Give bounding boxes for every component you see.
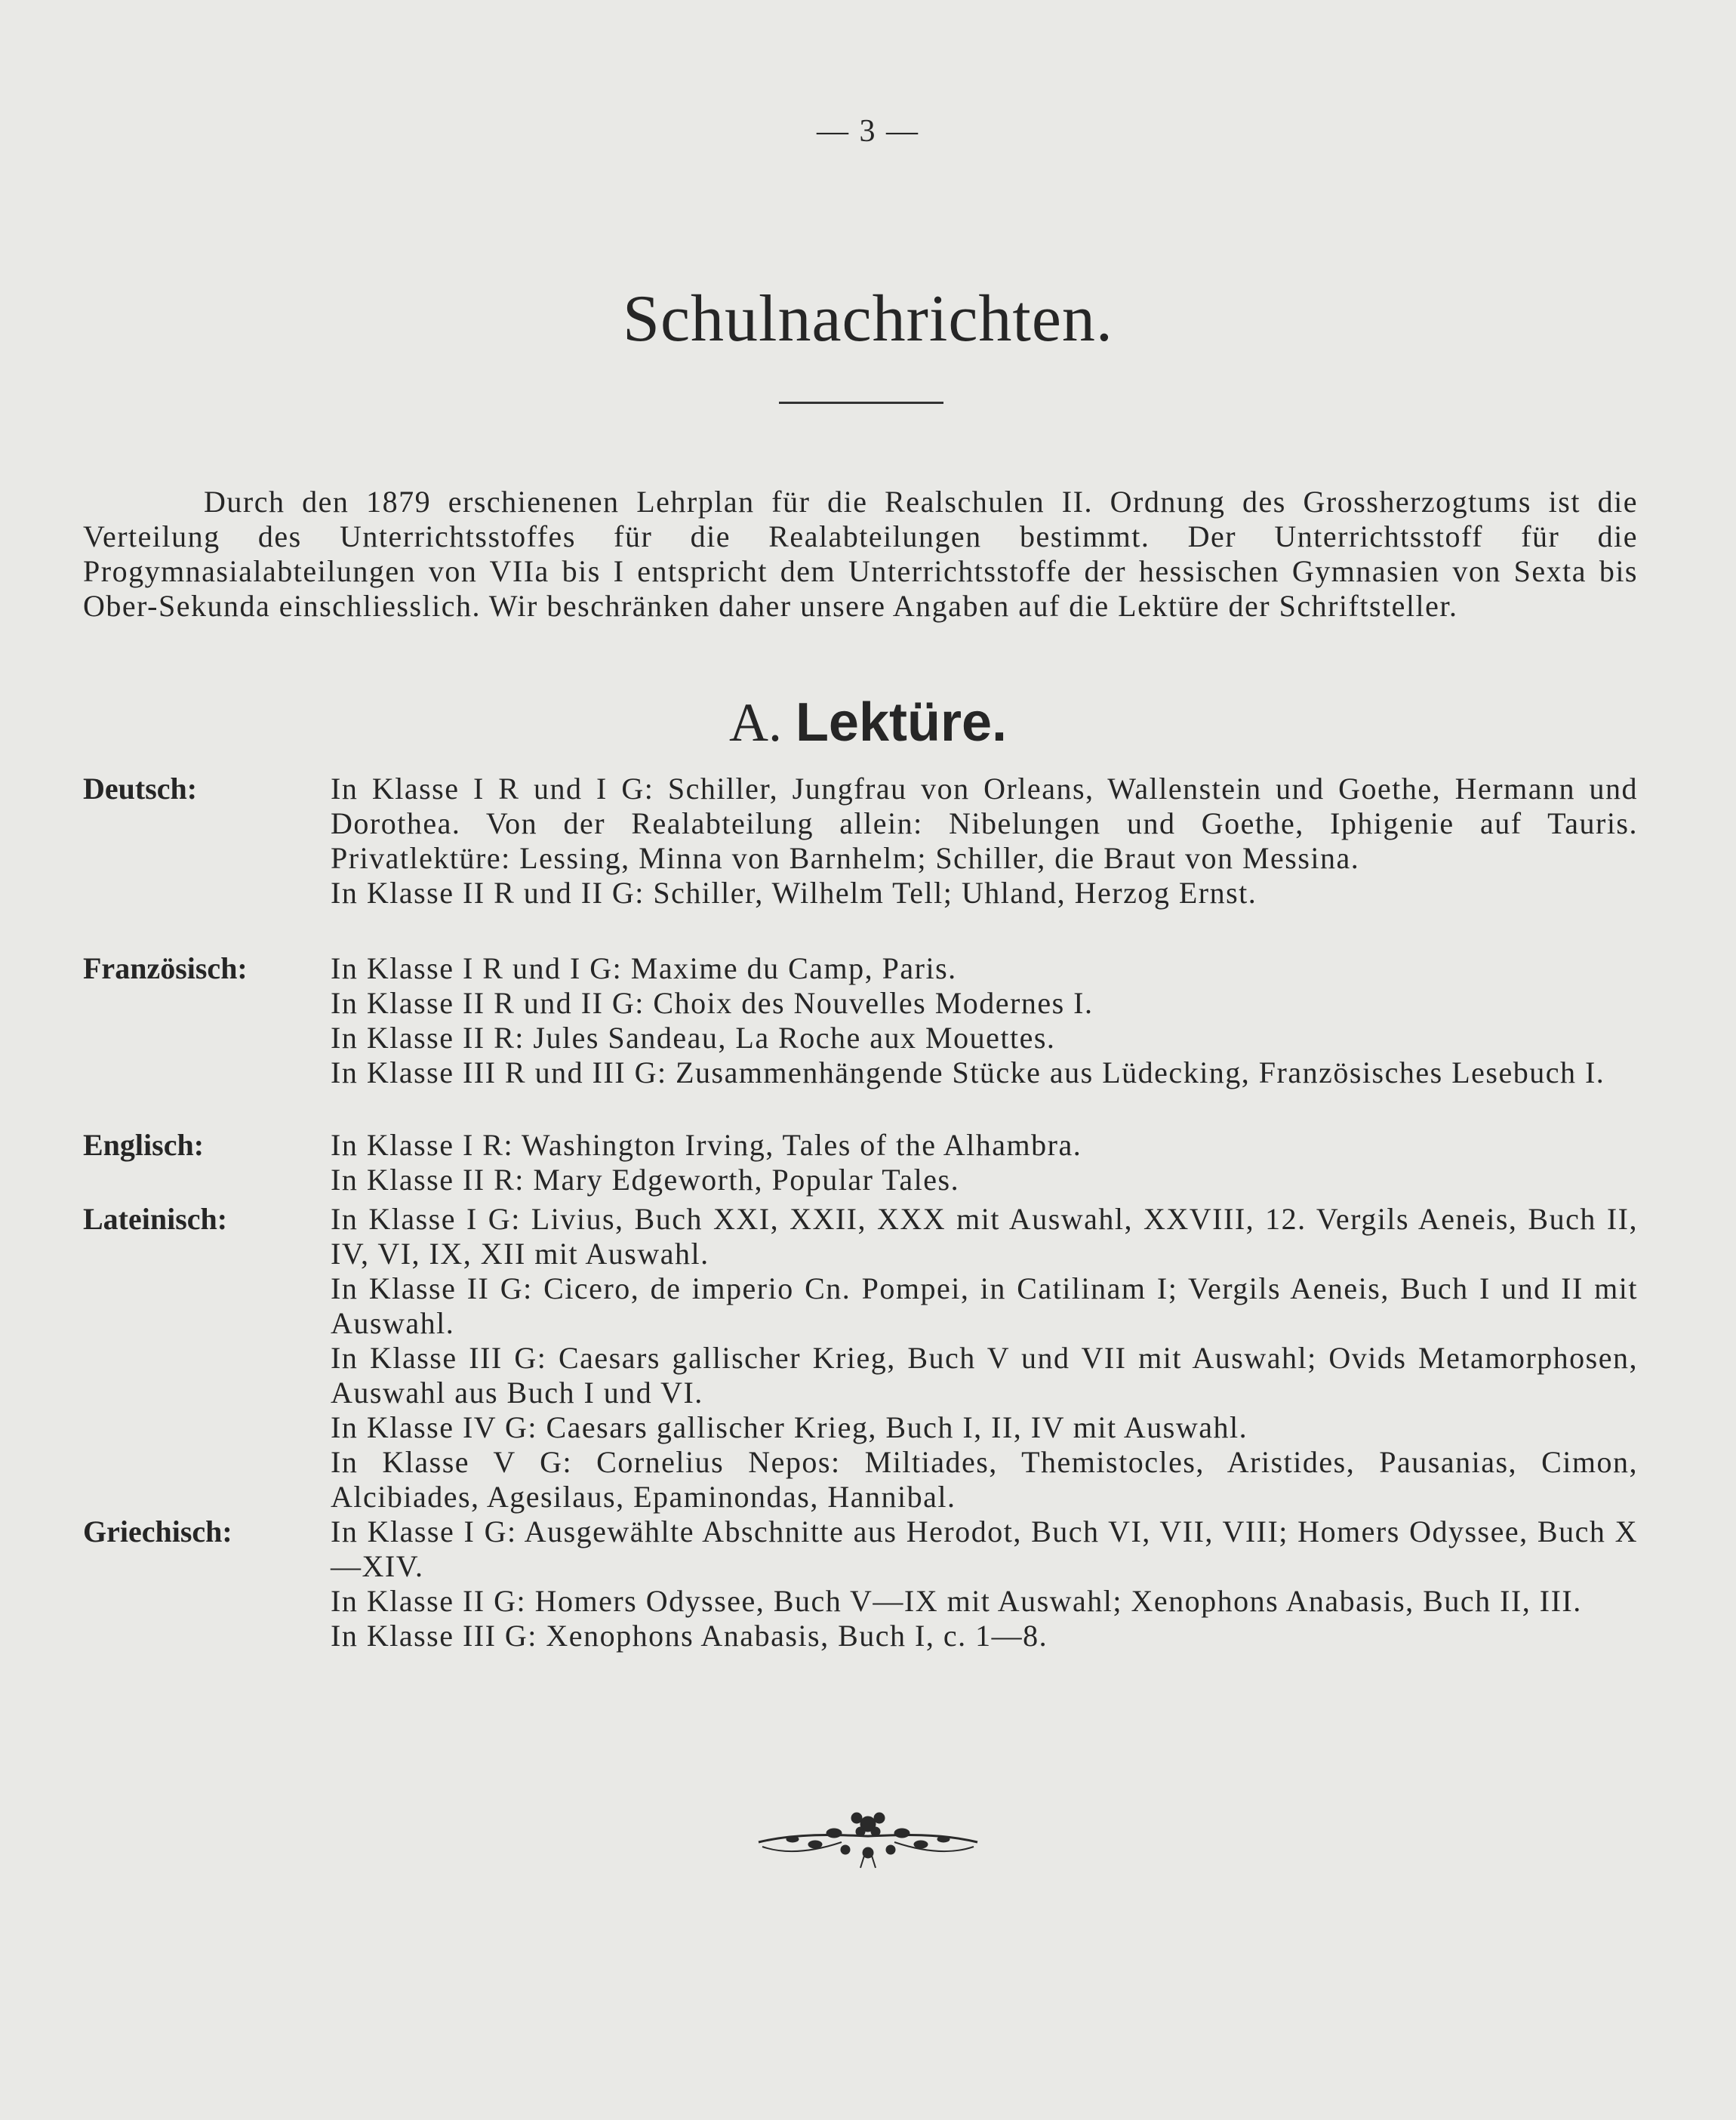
subject-label: Lateinisch: [83, 1202, 228, 1236]
section-title: Lektüre. [795, 692, 1008, 753]
reading-entry: In Klasse I R: Washington Irving, Tales of the Alhambra. [331, 1128, 1082, 1162]
page-title: Schulnachrichten. [623, 282, 1113, 356]
subject-franzoesisch [83, 951, 1638, 1090]
intro-paragraph: Durch den 1879 erschienenen Lehrplan für die Realschulen II. Ordnung des Grossherzogtums ist die Verteilung des Unterrichtsstoffes für die Realabteilungen bestimmt. Der Unterrichtsstoff für die Progymnasialabteilungen von VIIa bis I entspricht dem Unterrichtsstoffe der hessischen Gymnasien von Sexta bis Ober-Sekunda einschliesslich. Wir beschränken daher unsere Angaben auf die Lektüre der Schriftsteller. [83, 485, 1638, 623]
section-heading [0, 692, 1736, 754]
reading-entry: In Klasse IV G: Caesars gallischer Krieg, Buch I, II, IV mit Auswahl. [331, 1410, 1248, 1444]
page-number: — 3 — [817, 114, 919, 149]
subject-griechisch [83, 1515, 1638, 1653]
reading-entry: In Klasse III G: Caesars gallischer Krieg, Buch V und VII mit Auswahl; Ovids Metamorphosen, Auswahl aus Buch I und VI. [331, 1341, 1638, 1410]
reading-entry: In Klasse I R und I G: Maxime du Camp, Paris. [331, 951, 957, 985]
reading-entry: In Klasse V G: Cornelius Nepos: Miltiades, Themistocles, Aristides, Pausanias, Cimon, Alcibiades, Agesilaus, Epaminondas, Hannibal. [331, 1445, 1638, 1514]
subject-label: Englisch: [83, 1128, 205, 1162]
reading-entry: In Klasse I G: Ausgewählte Abschnitte aus Herodot, Buch VI, VII, VIII; Homers Odyssee, Buch X—XIV. [331, 1515, 1638, 1583]
subject-lateinisch [83, 1202, 1638, 1515]
floral-ornament-icon [751, 1803, 985, 1871]
reading-entry: In Klasse II G: Homers Odyssee, Buch V—IX mit Auswahl; Xenophons Anabasis, Buch II, III. [331, 1584, 1582, 1618]
section-prefix: A. [728, 692, 782, 753]
title-divider [779, 402, 943, 404]
subject-deutsch [83, 772, 1638, 911]
reading-entry: In Klasse III G: Xenophons Anabasis, Buch I, c. 1—8. [331, 1619, 1048, 1653]
reading-entry: In Klasse III R und III G: Zusammenhängende Stücke aus Lüdecking, Französisches Lesebuch I. [331, 1055, 1605, 1089]
reading-entry: In Klasse I G: Livius, Buch XXI, XXII, XXX mit Auswahl, XXVIII, 12. Vergils Aeneis, Buch II, IV, VI, IX, XII mit Auswahl. [331, 1202, 1638, 1271]
subject-label: Deutsch: [83, 772, 198, 806]
reading-entry: In Klasse I R und I G: Schiller, Jungfrau von Orleans, Wallenstein und Goethe, Hermann und Dorothea. Von der Realabteilung allein: Nibelungen und Goethe, Iphigenie auf Tauris. Privatlektüre: Lessing, Minna von Barnhelm; Schiller, die Braut von Messina. [331, 772, 1638, 875]
reading-entry: In Klasse II R: Jules Sandeau, La Roche aux Mouettes. [331, 1021, 1056, 1055]
reading-entry: In Klasse II R und II G: Choix des Nouvelles Modernes I. [331, 986, 1094, 1020]
subject-label: Griechisch: [83, 1515, 232, 1548]
reading-entry: In Klasse II G: Cicero, de imperio Cn. Pompei, in Catilinam I; Vergils Aeneis, Buch I und II mit Auswahl. [331, 1271, 1638, 1340]
reading-entry: In Klasse II R und II G: Schiller, Wilhelm Tell; Uhland, Herzog Ernst. [331, 876, 1257, 910]
subject-englisch [83, 1128, 1638, 1197]
subject-label: Französisch: [83, 951, 248, 985]
reading-entry: In Klasse II R: Mary Edgeworth, Popular Tales. [331, 1163, 960, 1197]
